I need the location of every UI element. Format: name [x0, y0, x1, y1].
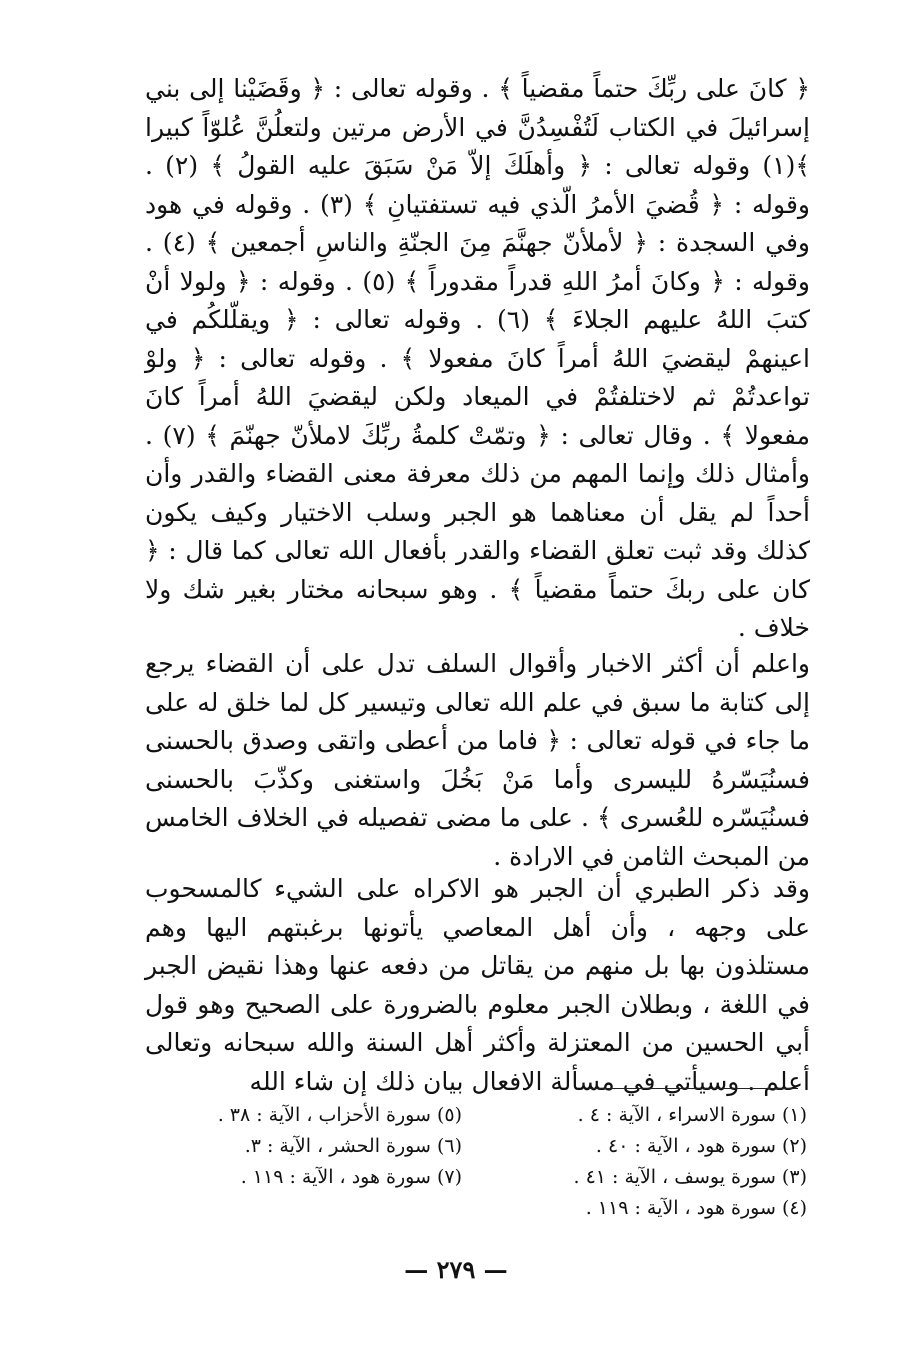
footnotes-left-column	[162, 1100, 462, 1193]
footnote: (١) سورة الاسراء ، الآية : ٤ .	[577, 1104, 807, 1126]
page-number: — ٢٧٩ —	[404, 1255, 508, 1284]
footnote: (٦) سورة الحشر ، الآية : ٣.	[244, 1135, 462, 1157]
paragraph: واعلم أن أكثر الاخبار وأقوال السلف تدل على أن القضاء يرجع إلى كتابة ما سبق في علم الله تعالى وتيسير كل لما خلق له على ما جاء في قوله تعالى : ﴿ فاما من أعطى واتقى وصدق بالحسنى فسنُيَسّرهُ لليسرى وأما مَنْ بَخُلَ واستغنى وكذّبَ بالحسنى فسنُيَسّره للعُسرى ﴾ . على ما مضى تفصيله في الخلاف الخامس من المبحث الثامن في الارادة .	[145, 649, 810, 871]
paragraph: وقد ذكر الطبري أن الجبر هو الاكراه على الشيء كالمسحوب على وجهه ، وأن أهل المعاصي يأتونها برغبتهم اليها وهم مستلذون بها بل منهم من يقاتل من دفعه عنها وهذا نقيض الجبر في اللغة ، وبطلان الجبر معلوم بالضرورة على الصحيح وهو قول أبي الحسين من المعتزلة وأكثر أهل السنة والله سبحانه وتعالى أعلم . وسيأتي في مسألة الافعال بيان ذلك إن شاء الله	[145, 874, 810, 1096]
footnote-divider	[588, 1088, 798, 1089]
footnote: (٣) سورة يوسف ، الآية : ٤١ .	[573, 1166, 807, 1188]
footnote: (٧) سورة هود ، الآية : ١١٩ .	[240, 1166, 462, 1188]
footnotes-right-column	[507, 1100, 807, 1224]
footnote: (٥) سورة الأحزاب ، الآية : ٣٨ .	[217, 1104, 462, 1126]
footnote: (٢) سورة هود ، الآية : ٤٠ .	[595, 1135, 807, 1157]
paragraph: ﴿ كانَ على ربِّكَ حتماً مقضياً ﴾ . وقوله تعالى : ﴿ وقَضَيْنا إلى بني إسرائيلَ في الكتاب لَتُفْسِدُنَّ في الأرض مرتين ولتعلُنَّ عُلوّاً كبيرا ﴾(١) وقوله تعالى : ﴿ وأهلَكَ إلاّ مَنْ سَبَقَ عليه القولُ ﴾ (٢) . وقوله : ﴿ قُضيَ الأمرُ الّذي فيه تستفتيانِ ﴾ (٣) . وقوله في هود وفي السجدة : ﴿ لأملأنّ جهنَّمَ مِنَ الجنّةِ والناسِ أجمعين ﴾ (٤) . وقوله : ﴿ وكانَ أمرُ اللهِ قدراً مقدوراً ﴾ (٥) . وقوله : ﴿ ولولا أنْ كتبَ اللهُ عليهم الجلاءَ ﴾ (٦) . وقوله تعالى : ﴿ ويقلّلكُم في اعينهمْ ليقضيَ اللهُ أمراً كانَ مفعولا ﴾ . وقوله تعالى : ﴿ ولوْ تواعدتُمْ ثم لاختلفتُمْ في الميعاد ولكن ليقضيَ اللهُ أمراً كانَ مفعولا ﴾ . وقال تعالى : ﴿ وتمّتْ كلمةُ ربِّكَ لاملأنّ جهنّمَ ﴾ (٧) . وأمثال ذلك وإنما المهم من ذلك معرفة معنى القضاء والقدر وأن أحداً لم يقل أن معناهما هو الجبر وسلب الاختيار وكيف يكون كذلك وقد ثبت تعلق القضاء والقدر بأفعال الله تعالى كما قال : ﴿ كان على ربكَ حتماً مقضياً ﴾ . وهو سبحانه مختار بغير شك ولا خلاف .	[145, 74, 810, 642]
footnote: (٤) سورة هود ، الآية : ١١٩ .	[585, 1197, 807, 1219]
